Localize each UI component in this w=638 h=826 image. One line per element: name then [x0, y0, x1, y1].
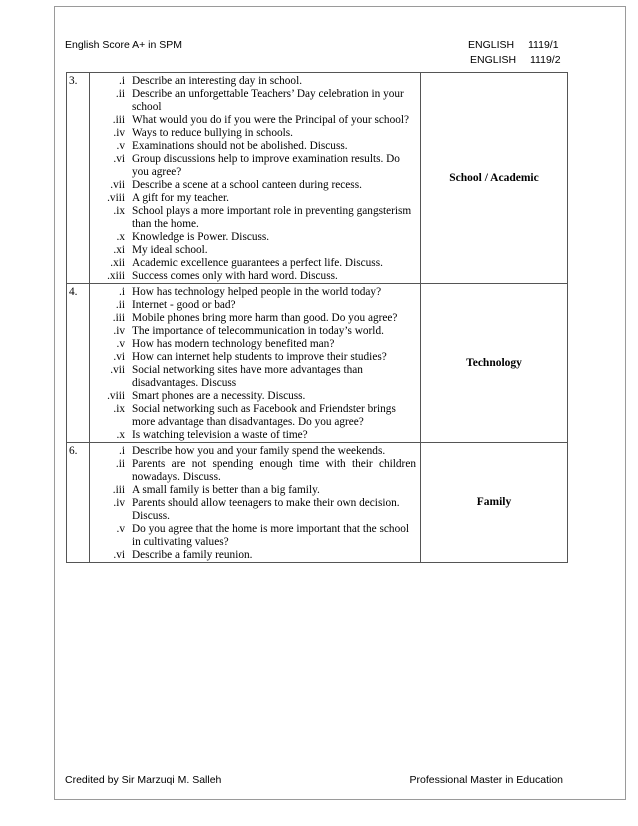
section-number: 6. [67, 443, 90, 563]
item-text: Mobile phones bring more harm than good. Do you agree? [132, 312, 398, 324]
item-text: Academic excellence guarantees a perfect life. Discuss. [132, 257, 383, 269]
list-item [90, 484, 420, 497]
question-list [90, 445, 420, 562]
section-number: 4. [67, 284, 90, 443]
item-numeral: iii. [112, 312, 125, 324]
item-numeral: iii. [112, 114, 125, 126]
item-numeral: ix. [113, 403, 125, 415]
list-item [90, 231, 420, 244]
table-row [67, 443, 568, 563]
list-item [90, 140, 420, 153]
item-numeral: iv. [113, 497, 125, 509]
item-numeral: ii. [115, 458, 125, 470]
item-numeral: vi. [113, 549, 125, 561]
item-numeral: i. [119, 286, 125, 298]
question-list [90, 286, 420, 442]
item-numeral: ii. [115, 299, 125, 311]
item-numeral: iv. [113, 325, 125, 337]
item-text: Group discussions help to improve examination results. Do you agree? [132, 153, 400, 178]
list-item [90, 179, 420, 192]
list-item [90, 192, 420, 205]
item-numeral: v. [116, 140, 125, 152]
header-code-1 [468, 39, 578, 51]
header-subject-1: ENGLISH [468, 39, 515, 51]
item-numeral: ix. [113, 205, 125, 217]
item-text: Smart phones are a necessity. Discuss. [132, 390, 306, 402]
item-numeral: xiii. [107, 270, 125, 282]
list-item [90, 286, 420, 299]
item-text: Describe a scene at a school canteen during recess. [132, 179, 362, 191]
list-item [90, 127, 420, 140]
footer-credit: Credited by Sir Marzuqi M. Salleh [65, 774, 222, 786]
item-text: A small family is better than a big family. [132, 484, 320, 496]
table-row [67, 284, 568, 443]
list-item [90, 114, 420, 127]
item-numeral: x. [116, 231, 125, 243]
list-item [90, 445, 420, 458]
list-item [90, 257, 420, 270]
question-cell [90, 443, 421, 563]
category-label: Technology [421, 284, 568, 443]
list-item [90, 549, 420, 562]
table-row [67, 73, 568, 284]
item-numeral: i. [119, 75, 125, 87]
question-cell [90, 73, 421, 284]
item-numeral: viii. [107, 390, 125, 402]
header-paper-code-2: 1119/2 [530, 54, 561, 66]
header-subject-2: ENGLISH [470, 54, 517, 66]
list-item [90, 523, 420, 549]
item-text: Internet - good or bad? [132, 299, 236, 311]
list-item [90, 312, 420, 325]
list-item [90, 75, 420, 88]
list-item [90, 153, 420, 179]
item-numeral: xi. [113, 244, 125, 256]
item-numeral: viii. [107, 192, 125, 204]
item-text: Knowledge is Power. Discuss. [132, 231, 270, 243]
list-item [90, 351, 420, 364]
item-text: How has technology helped people in the world today? [132, 286, 382, 298]
item-text: Success comes only with hard word. Discuss. [132, 270, 338, 282]
list-item [90, 338, 420, 351]
list-item [90, 497, 420, 523]
item-text: Describe how you and your family spend the weekends. [132, 445, 386, 457]
item-text: The importance of telecommunication in today’s world. [132, 325, 384, 337]
item-text: Describe a family reunion. [132, 549, 253, 561]
item-numeral: ii. [115, 88, 125, 100]
list-item [90, 205, 420, 231]
item-text: Examinations should not be abolished. Discuss. [132, 140, 348, 152]
item-text: My ideal school. [132, 244, 208, 256]
list-item [90, 390, 420, 403]
item-text: How has modern technology benefited man? [132, 338, 335, 350]
item-numeral: vii. [110, 364, 125, 376]
essay-topics-table [66, 72, 568, 563]
item-numeral: x. [116, 429, 125, 441]
list-item [90, 270, 420, 283]
item-text: Parents should allow teenagers to make their own decision. Discuss. [132, 497, 400, 522]
item-text: Is watching television a waste of time? [132, 429, 308, 441]
list-item [90, 403, 420, 429]
category-label: School / Academic [421, 73, 568, 284]
question-cell [90, 284, 421, 443]
item-text: A gift for my teacher. [132, 192, 229, 204]
item-numeral: xii. [110, 257, 125, 269]
list-item [90, 364, 420, 390]
item-numeral: iii. [112, 484, 125, 496]
list-item [90, 325, 420, 338]
item-numeral: vii. [110, 179, 125, 191]
item-text: Parents are not spending enough time with their children nowadays. Discuss. [132, 458, 416, 483]
item-numeral: v. [116, 338, 125, 350]
item-text: What would you do if you were the Principal of your school? [132, 114, 410, 126]
item-text: Do you agree that the home is more important that the school in cultivating values? [132, 523, 410, 548]
item-text: Describe an interesting day in school. [132, 75, 303, 87]
item-text: School plays a more important role in preventing gangsterism than the home. [132, 205, 412, 230]
header-code-2 [470, 54, 580, 66]
list-item [90, 458, 420, 484]
item-text: Social networking such as Facebook and Friendster brings more advantage than disadvantages. Do you agree? [132, 403, 396, 428]
list-item [90, 429, 420, 442]
list-item [90, 244, 420, 257]
item-text: Describe an unforgettable Teachers’ Day celebration in your school [132, 88, 404, 113]
list-item [90, 88, 420, 114]
item-text: Ways to reduce bullying in schools. [132, 127, 293, 139]
question-list [90, 75, 420, 283]
category-label: Family [421, 443, 568, 563]
item-numeral: v. [116, 523, 125, 535]
item-numeral: vi. [113, 153, 125, 165]
list-item [90, 299, 420, 312]
item-numeral: iv. [113, 127, 125, 139]
item-text: Social networking sites have more advantages than disadvantages. Discuss [132, 364, 363, 389]
item-numeral: i. [119, 445, 125, 457]
header-title: English Score A+ in SPM [65, 39, 183, 51]
item-text: How can internet help students to improve their studies? [132, 351, 387, 363]
header-paper-code-1: 1119/1 [528, 39, 559, 51]
item-numeral: vi. [113, 351, 125, 363]
section-number: 3. [67, 73, 90, 284]
footer-note: Professional Master in Education [409, 774, 563, 786]
